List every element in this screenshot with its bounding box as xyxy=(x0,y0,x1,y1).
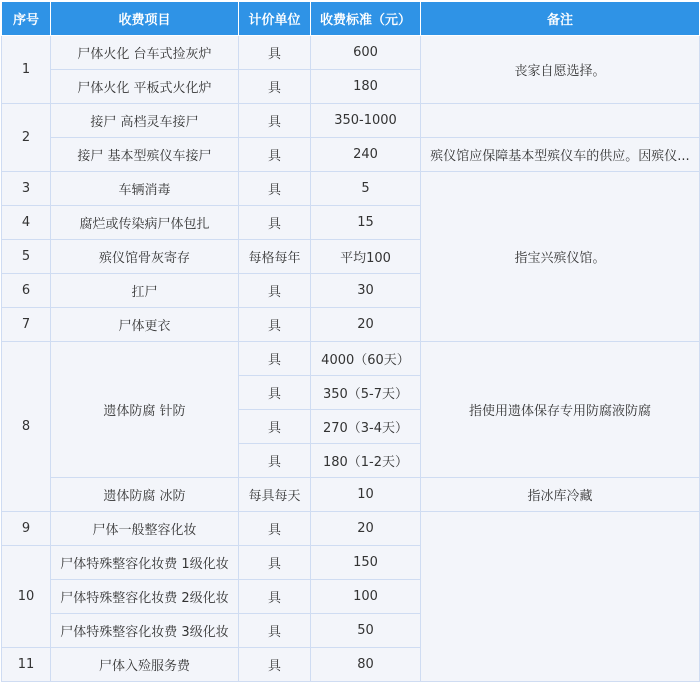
row-unit: 具 xyxy=(239,308,311,342)
table-row xyxy=(2,172,700,206)
row-item: 接尸 基本型殡仪车接尸 xyxy=(51,138,239,172)
row-index: 4 xyxy=(2,206,51,240)
row-remark: 指冰库冷藏 xyxy=(421,478,700,512)
row-fee: 30 xyxy=(311,274,421,308)
row-unit: 每具每天 xyxy=(239,478,311,512)
row-unit: 具 xyxy=(239,138,311,172)
row-item: 腐烂或传染病尸体包扎 xyxy=(51,206,239,240)
row-index: 9 xyxy=(2,512,51,546)
table-row xyxy=(2,478,700,512)
row-unit: 每格每年 xyxy=(239,240,311,274)
row-fee: 240 xyxy=(311,138,421,172)
row-remark: 指使用遗体保存专用防腐液防腐 xyxy=(421,342,700,478)
row-fee: 180（1-2天） xyxy=(311,444,421,478)
row-item: 殡仪馆骨灰寄存 xyxy=(51,240,239,274)
row-fee: 100 xyxy=(311,580,421,614)
header-unit: 计价单位 xyxy=(239,2,311,36)
row-index: 2 xyxy=(2,104,51,172)
row-unit: 具 xyxy=(239,206,311,240)
row-fee: 350-1000 xyxy=(311,104,421,138)
row-index: 6 xyxy=(2,274,51,308)
row-unit: 具 xyxy=(239,444,311,478)
row-unit: 具 xyxy=(239,70,311,104)
row-remark: 殡仪馆应保障基本型殡仪车的供应。因殡仪... xyxy=(421,138,700,172)
row-index: 5 xyxy=(2,240,51,274)
header-fee: 收费标准（元） xyxy=(311,2,421,36)
row-item: 尸体特殊整容化妆费 2级化妆 xyxy=(51,580,239,614)
row-fee: 50 xyxy=(311,614,421,648)
row-unit: 具 xyxy=(239,172,311,206)
row-item: 尸体火化 台车式捡灰炉 xyxy=(51,36,239,70)
row-unit: 具 xyxy=(239,36,311,70)
row-item: 尸体一般整容化妆 xyxy=(51,512,239,546)
row-unit: 具 xyxy=(239,274,311,308)
row-remark: 指宝兴殡仪馆。 xyxy=(421,172,700,342)
row-remark xyxy=(421,512,700,682)
row-index: 8 xyxy=(2,342,51,512)
row-fee: 20 xyxy=(311,308,421,342)
row-fee: 350（5-7天） xyxy=(311,376,421,410)
row-fee: 600 xyxy=(311,36,421,70)
row-item: 遗体防腐 针防 xyxy=(51,342,239,478)
fee-table xyxy=(1,1,700,682)
row-index: 10 xyxy=(2,546,51,648)
row-unit: 具 xyxy=(239,342,311,376)
row-fee: 4000（60天） xyxy=(311,342,421,376)
row-unit: 具 xyxy=(239,104,311,138)
table-row xyxy=(2,512,700,546)
row-fee: 15 xyxy=(311,206,421,240)
row-fee: 20 xyxy=(311,512,421,546)
row-item: 尸体特殊整容化妆费 3级化妆 xyxy=(51,614,239,648)
table-row xyxy=(2,138,700,172)
row-item: 接尸 高档灵车接尸 xyxy=(51,104,239,138)
row-item: 尸体入殓服务费 xyxy=(51,648,239,682)
row-item: 尸体特殊整容化妆费 1级化妆 xyxy=(51,546,239,580)
row-unit: 具 xyxy=(239,512,311,546)
row-fee: 平均100 xyxy=(311,240,421,274)
row-fee: 150 xyxy=(311,546,421,580)
table-row xyxy=(2,36,700,70)
row-unit: 具 xyxy=(239,648,311,682)
row-item: 扛尸 xyxy=(51,274,239,308)
row-index: 11 xyxy=(2,648,51,682)
row-index: 7 xyxy=(2,308,51,342)
row-unit: 具 xyxy=(239,580,311,614)
row-item: 车辆消毒 xyxy=(51,172,239,206)
row-unit: 具 xyxy=(239,614,311,648)
row-unit: 具 xyxy=(239,546,311,580)
row-item: 尸体火化 平板式火化炉 xyxy=(51,70,239,104)
row-fee: 10 xyxy=(311,478,421,512)
table-row xyxy=(2,104,700,138)
header-index: 序号 xyxy=(2,2,51,36)
row-item: 尸体更衣 xyxy=(51,308,239,342)
row-fee: 80 xyxy=(311,648,421,682)
row-fee: 5 xyxy=(311,172,421,206)
row-remark xyxy=(421,104,700,138)
table-header-row xyxy=(2,2,700,36)
row-index: 3 xyxy=(2,172,51,206)
table-row xyxy=(2,342,700,376)
row-index: 1 xyxy=(2,36,51,104)
header-remark: 备注 xyxy=(421,2,700,36)
row-unit: 具 xyxy=(239,376,311,410)
row-remark: 丧家自愿选择。 xyxy=(421,36,700,104)
row-unit: 具 xyxy=(239,410,311,444)
header-item: 收费项目 xyxy=(51,2,239,36)
row-item: 遗体防腐 冰防 xyxy=(51,478,239,512)
row-fee: 270（3-4天） xyxy=(311,410,421,444)
row-fee: 180 xyxy=(311,70,421,104)
